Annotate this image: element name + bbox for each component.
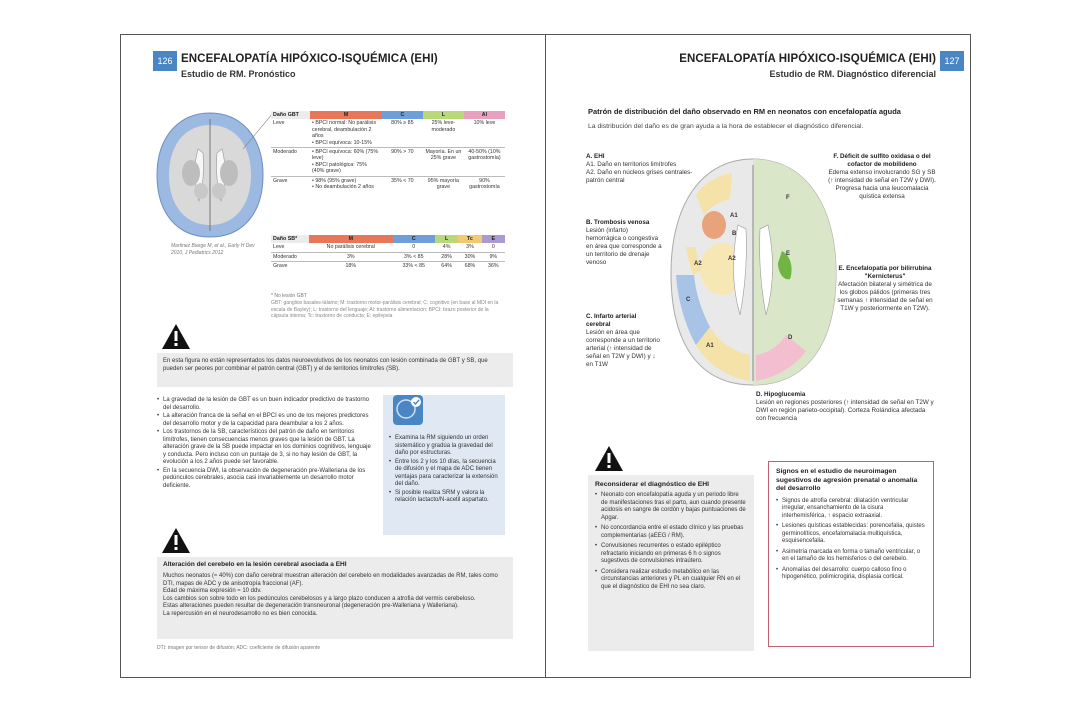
table-cell: • BPCI equívoca: 60% (75% leve) • BPCI patológica: 75% (40% grave) — [310, 148, 382, 177]
table-cell: 3% — [458, 243, 481, 252]
table-cell: 68% — [464, 263, 476, 270]
list-item: • En la secuencia DWI, la observación de degeneración pre-Walleriana de los pedúnculos cerebrales, asocia casi invariablemente un desarrollo motor deficiente. — [157, 468, 375, 491]
box-line: Los cambios son sobre todo en los pedúnculos cerebelosos y a largo plazo conducen a atrofia del vermis cerebeloso. — [163, 595, 476, 602]
annotation-title: A. EHI — [586, 153, 605, 160]
section-title: Patrón de distribución del daño observado en RM en neonatos con encefalopatía aguda — [588, 107, 901, 116]
list-item: • Anomalías del desarrollo: cuerpo calloso fino o hipogenético, polimicrogiria, displasia cortical. — [776, 567, 926, 582]
brain-damage-map — [666, 155, 841, 390]
left-page — [120, 34, 546, 678]
table-cell: 80% ≥ 85 — [382, 119, 423, 147]
list-item: • Examina la RM siguiendo un orden sistemático y gradúa la gravedad del daño por estructuras. — [389, 435, 501, 458]
annotation-a — [586, 153, 696, 185]
table-cell: Moderado — [271, 252, 309, 261]
map-label: A2 — [694, 261, 702, 267]
table-cell: 3% < 85 — [393, 252, 435, 261]
table-cell: 36% — [488, 263, 499, 270]
brain-check-icon — [391, 393, 425, 427]
table-cell: Leve — [271, 119, 310, 147]
reconsider-list — [595, 492, 747, 591]
col-header: C — [393, 235, 435, 243]
list-item: • La alteración franca de la señal en el BPCI es uno de los mejores predictores del desarrollo motor y de la capacidad para deambular a los 2 años. — [157, 413, 375, 428]
table-cell: Mayoría. En un 25% grave — [423, 148, 464, 177]
table-cell: Grave — [273, 177, 288, 184]
annotation-d — [756, 391, 934, 423]
col-header: M — [310, 111, 382, 119]
table-cell: • 98% (95% grave) • No deambulación 2 años — [312, 177, 374, 191]
table-cell: 25% leve-moderado — [423, 119, 464, 147]
box-title: Reconsiderar el diagnóstico de EHI — [595, 481, 710, 488]
table-cell: 18% — [345, 263, 357, 270]
annotation-text: Lesión en regiones posteriores (↑ intensidad de señal en T2W y DWI en región parieto-occipital). Corteza Rolándica afectada con frecuencia — [756, 399, 934, 422]
table-cell: 4% — [435, 243, 458, 252]
table-cell: 90% gastrostomía — [469, 177, 500, 191]
bottom-note: DTI: imagen por tensor de difusión; ADC: coeficiente de difusión aparente — [157, 645, 321, 651]
signs-list — [776, 498, 926, 582]
table-row — [271, 119, 505, 147]
table-cell: 28% — [435, 252, 458, 261]
list-item: • Lesiones quísticas establecidas: porencefalia, quistes germinolíticos, encefalomalacia multiquística, esquisencefalia. — [776, 523, 926, 546]
table-cell: 40-50% (10% gastrostomía) — [464, 148, 505, 177]
map-label: A1 — [706, 343, 714, 349]
box-line: Muchos neonatos (≈ 40%) con daño cerebral muestran alteración del cerebelo en modalidades avanzadas de RM, tales como DTI, mapas de ADC y de anisotropía fraccional (AF). — [163, 573, 498, 587]
table-cell: 9% — [482, 252, 505, 261]
box-line: Estas alteraciones pueden resultar de degeneración transneuronal (degeneración pre-Walleriana y Walleriana). — [163, 603, 459, 609]
map-label: E — [786, 251, 791, 257]
table-cell: No parálisis cerebral — [309, 243, 393, 252]
table-cell: 35% < 70 — [391, 177, 414, 184]
table-cell: 3% — [309, 252, 393, 261]
col-header: M — [309, 235, 393, 243]
annotation-text: Lesión en área que corresponde a un territorio arterial (↑ intensidad de señal en T2W y DWI) y ↓ en T1W — [586, 329, 660, 368]
list-item: • Los trastornos de la SB, característicos del patrón de daño en territorios limítrofes, tienen consecuencias menos graves que la lesión de GBT. La alteración grave de la SB puede impactar en los dominios cognitivos, lenguaje y conducta. Pero incluso con un puntaje de 3, si no hay lesión de GBT, la evolución a los 2 años puede ser favorable. — [157, 429, 375, 467]
gbt-table — [271, 111, 505, 191]
table-cell: 33% < 85 — [402, 263, 425, 270]
key-points-list — [157, 397, 375, 491]
table-cell: 10% leve — [464, 119, 505, 147]
map-label: C — [686, 297, 691, 303]
page-number: 127 — [940, 51, 964, 71]
checklist — [389, 435, 501, 506]
table-cell: Grave — [273, 263, 288, 270]
table-row — [271, 176, 505, 191]
annotation-c — [586, 313, 660, 369]
map-label: D — [788, 335, 793, 341]
footnote-star: * No lesión GBT — [271, 293, 307, 299]
annotation-title: D. Hipoglucemia — [756, 391, 806, 398]
page-subtitle: Estudio de RM. Diagnóstico diferencial — [769, 69, 936, 79]
page-number: 126 — [153, 51, 177, 71]
annotation-title: B. Trombosis venosa — [586, 219, 650, 226]
checklist-box — [383, 395, 505, 535]
annotation-b — [586, 219, 662, 267]
list-item: • Si posible realiza SRM y valora la relación lactacto/N-acetil aspartato. — [389, 490, 501, 505]
list-item: • La gravedad de la lesión de GBT es un buen indicador predictivo de trastorno del desarrollo. — [157, 397, 375, 412]
cerebellum-box — [157, 557, 513, 639]
table-cell: 30% — [458, 252, 481, 261]
annotation-e — [836, 265, 934, 313]
table-cell: Moderado — [271, 148, 310, 177]
table-row — [271, 252, 505, 261]
page-title: ENCEFALOPATÍA HIPÓXICO-ISQUÉMICA (EHI) — [679, 53, 936, 65]
table-row — [271, 148, 505, 177]
col-header: Daño GBT — [271, 111, 310, 119]
map-label: B — [732, 231, 737, 237]
annotation-title: C. Infarto arterial cerebral — [586, 313, 637, 328]
table-cell: 95% mayoría grave — [427, 177, 459, 191]
col-header: Al — [464, 111, 505, 119]
annotation-title: F. Déficit de sulfito oxidasa o del cofactor de mobilideno — [833, 153, 931, 168]
map-label: A2 — [728, 256, 736, 262]
warning-icon — [161, 323, 191, 350]
annotation-title: E. Encefalopatía por bilirrubina "Kernicterus" — [838, 265, 932, 280]
table-cell: Leve — [271, 243, 309, 252]
list-item: • Convulsiones recurrentes o estado epiléptico refractario iniciando en primeras 6 h o signos sugestivos de convulsiones intraútero. — [595, 543, 747, 566]
table-row — [271, 243, 505, 252]
annotation-text: Afectación bilateral y simétrica de los globos pálidos (primeras tres semanas ↑ intensidad de señal en T1W y posteriormente en T2W). — [837, 281, 933, 312]
table-row — [271, 262, 505, 271]
sb-table — [271, 235, 505, 271]
table-cell: • BPCI normal: No parálisis cerebral, deambulación 2 años • BPCI equívoca: 10-15% — [310, 119, 382, 147]
section-intro: La distribución del daño es de gran ayuda a la hora de establecer el diagnóstico diferencial. — [588, 123, 864, 130]
table-cell: 0 — [393, 243, 435, 252]
reconsider-box — [588, 475, 754, 651]
map-label: F — [786, 195, 790, 201]
box-title: Alteración del cerebelo en la lesión cerebral asociada a EHI — [163, 561, 347, 568]
warning-icon — [594, 445, 624, 472]
page-title: ENCEFALOPATÍA HIPÓXICO-ISQUÉMICA (EHI) — [181, 53, 438, 65]
list-item: • Neonato con encefalopatía aguda y un periodo libre de manifestaciones tras el parto, aun cuando presente acidosis en sangre de cordón y bajas puntuaciones de Apgar. — [595, 492, 747, 522]
col-header: C — [382, 111, 423, 119]
annotation-line: A1. Daño en territorios limítrofes — [586, 161, 677, 168]
right-page — [545, 34, 971, 678]
list-item: • No concordancia entre el estado clínico y las pruebas complementarias (aEEG / RM). — [595, 525, 747, 540]
col-header: E — [482, 235, 505, 243]
col-header: Daño SB* — [271, 235, 309, 243]
signs-box — [768, 461, 934, 647]
table-cell: 90% > 70 — [382, 148, 423, 177]
page-subtitle: Estudio de RM. Pronóstico — [181, 69, 296, 79]
list-item: • Entre los 2 y los 10 días, la secuencia de difusión y el mapa de ADC tienen ventajas para caracterizar la extensión del daño. — [389, 459, 501, 489]
map-label: A1 — [730, 213, 738, 219]
annotation-f — [828, 153, 936, 201]
annotation-line: A2. Daño en núcleos grises centrales-patrón central — [586, 169, 693, 184]
footnote-abbreviations: GBT: ganglios basales-tálamo; M: trastorno motor-parálisis cerebral; C: cognitivo (en base al MDI en la escala de Bayley); L: trastorno del lenguaje; Al: trastorno alimentación; BPCI: brazo posterior de la cápsula interna; Tc: trastorno de conducta; E: epilepsia — [271, 300, 499, 319]
box-line: Edad de máxima expresión ≈ 10 ddv. — [163, 588, 262, 594]
warning-box: En esta figura no están representados los datos neuroevolutivos de los neonatos con lesión combinada de GBT y SB, que pueden ser peores por combinar el patrón central (GBT) y el de territorios limítrofes (SB). — [157, 353, 513, 387]
list-item: • Considera realizar estudio metabólico en las circunstancias anteriores y PL en cualquier RN en el que el diagnóstico de EHI no sea claro. — [595, 569, 747, 592]
citation: Martinez Biarge M, et al., Early H Dev 2010, J Pediatrics 2012 — [171, 243, 255, 256]
list-item: • Signos de atrofia cerebral: dilatación ventricular irregular, ensanchamiento de la cisura interhemisférica, ↑ espacio extraaxial. — [776, 498, 926, 521]
list-item: • Asimetría marcada en forma o tamaño ventricular, o en el tamaño de los hemisferios o del cerebelo. — [776, 549, 926, 564]
box-line: La repercusión en el neurodesarrollo no es bien conocida. — [163, 610, 318, 617]
annotation-text: Lesión (infarto) hemorrágica o congestiva en área que corresponde a un territorio de drenaje venoso — [586, 227, 662, 266]
col-header: L — [423, 111, 464, 119]
table-cell: 0 — [482, 243, 505, 252]
col-header: L — [435, 235, 458, 243]
table-cell: 64% — [441, 263, 452, 270]
annotation-text: Edema extenso involucrando SG y SB (↑ intensidad de señal en T2W y DWI). Progresa hacia una leucomalacia quística extensa — [828, 169, 936, 200]
box-title: Signos en el estudio de neuroimagen sugestivos de agresión prenatal o anomalía del desarrollo — [776, 468, 918, 492]
col-header: Tc — [458, 235, 481, 243]
warning-icon — [161, 527, 191, 554]
